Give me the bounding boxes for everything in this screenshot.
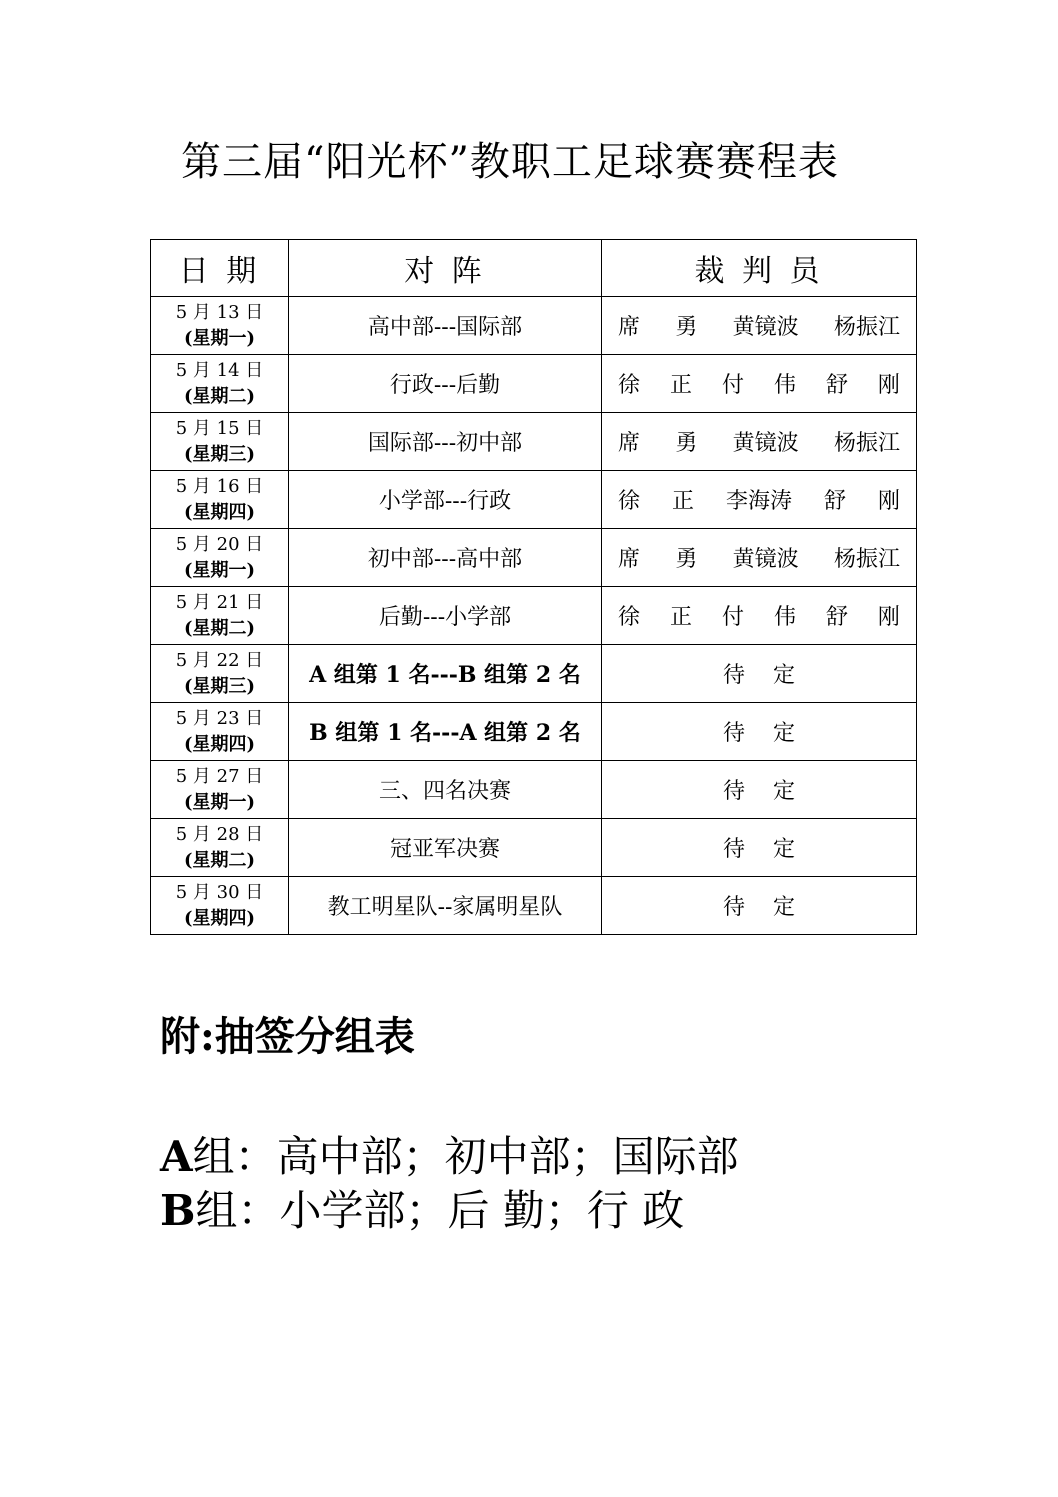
referee-name: 正 [671, 489, 694, 514]
table-row [151, 297, 917, 355]
referee-name: 席 [618, 547, 641, 572]
date-cell [151, 819, 289, 877]
date-cell [151, 471, 289, 529]
referee-name: 黄镜波 [732, 315, 799, 340]
weekday-text: (星期四) [183, 907, 256, 929]
group-list [160, 1130, 739, 1238]
referee-name: 伟 [773, 605, 796, 630]
date-text: 5 月 28 日 [175, 823, 264, 845]
referee-name: 刚 [877, 605, 900, 630]
date-text: 5 月 20 日 [175, 533, 264, 555]
referee-name: 待 [722, 663, 745, 688]
referee-cell [602, 877, 917, 935]
referee-name: 勇 [675, 315, 698, 340]
weekday-text: (星期三) [183, 443, 256, 465]
date-cell [151, 877, 289, 935]
referee-name: 定 [773, 779, 796, 804]
referee-name: 待 [722, 779, 745, 804]
referee-name: 刚 [877, 489, 900, 514]
referee-name: 徐 [618, 489, 641, 514]
referee-cell [602, 819, 917, 877]
table-row [151, 355, 917, 413]
match-cell: 国际部---初中部 [289, 413, 602, 471]
date-cell [151, 297, 289, 355]
referee-cell [602, 355, 917, 413]
page-title: 第三届“阳光杯”教职工足球赛赛程表 [181, 139, 839, 185]
date-text: 5 月 14 日 [175, 359, 264, 381]
weekday-text: (星期二) [183, 849, 256, 871]
table-row [151, 819, 917, 877]
referee-cell [602, 413, 917, 471]
referee-name: 正 [669, 373, 692, 398]
match-cell: 三、四名决赛 [289, 761, 602, 819]
date-text: 5 月 16 日 [175, 475, 264, 497]
referee-name: 付 [721, 373, 744, 398]
date-text: 5 月 23 日 [175, 707, 264, 729]
referee-name: 勇 [675, 547, 698, 572]
referee-name: 席 [618, 431, 641, 456]
referee-name: 定 [773, 895, 796, 920]
referee-name: 伟 [773, 373, 796, 398]
group-letter: B [160, 1186, 196, 1235]
date-cell [151, 645, 289, 703]
header-referees: 裁 判 员 [602, 240, 917, 297]
referee-cell [602, 761, 917, 819]
referee-name: 待 [722, 837, 745, 862]
date-cell [151, 761, 289, 819]
referee-name: 刚 [877, 373, 900, 398]
date-cell [151, 529, 289, 587]
referee-name: 定 [773, 663, 796, 688]
referee-cell [602, 471, 917, 529]
date-text: 5 月 15 日 [175, 417, 264, 439]
match-cell: 冠亚军决赛 [289, 819, 602, 877]
referee-name: 杨振江 [833, 315, 900, 340]
referee-name: 正 [669, 605, 692, 630]
match-cell: 后勤---小学部 [289, 587, 602, 645]
weekday-text: (星期一) [183, 791, 256, 813]
group-members: 组：高中部；初中部；国际部 [192, 1132, 739, 1181]
date-cell [151, 703, 289, 761]
table-row [151, 645, 917, 703]
group-members: 组：小学部；后 勤；行 政 [195, 1186, 685, 1235]
date-cell [151, 587, 289, 645]
referee-name: 定 [773, 837, 796, 862]
table-header-row [151, 240, 917, 297]
weekday-text: (星期二) [183, 617, 256, 639]
date-text: 5 月 22 日 [175, 649, 264, 671]
weekday-text: (星期四) [183, 733, 256, 755]
referee-name: 定 [773, 721, 796, 746]
date-text: 5 月 27 日 [175, 765, 264, 787]
referee-name: 李海涛 [725, 489, 792, 514]
match-cell: 高中部---国际部 [289, 297, 602, 355]
date-text: 5 月 13 日 [175, 301, 264, 323]
referee-cell [602, 529, 917, 587]
referee-name: 杨振江 [833, 547, 900, 572]
weekday-text: (星期一) [183, 559, 256, 581]
schedule-table [150, 239, 917, 935]
referee-name: 舒 [825, 373, 848, 398]
table-row [151, 529, 917, 587]
weekday-text: (星期三) [183, 675, 256, 697]
weekday-text: (星期一) [183, 327, 256, 349]
date-text: 5 月 30 日 [175, 881, 264, 903]
referee-cell [602, 297, 917, 355]
referee-name: 待 [722, 721, 745, 746]
group-a [160, 1130, 739, 1184]
referee-name: 徐 [618, 373, 641, 398]
referee-cell [602, 587, 917, 645]
referee-name: 待 [722, 895, 745, 920]
table-row [151, 413, 917, 471]
table-row [151, 703, 917, 761]
match-cell: 小学部---行政 [289, 471, 602, 529]
schedule-body [151, 297, 917, 935]
referee-name: 黄镜波 [732, 431, 799, 456]
table-row [151, 877, 917, 935]
referee-name: 付 [721, 605, 744, 630]
header-match: 对 阵 [289, 240, 602, 297]
referee-name: 勇 [675, 431, 698, 456]
table-row [151, 761, 917, 819]
referee-name: 黄镜波 [732, 547, 799, 572]
group-letter: A [160, 1132, 193, 1181]
match-cell: A 组第 1 名---B 组第 2 名 [289, 645, 602, 703]
match-cell: 初中部---高中部 [289, 529, 602, 587]
match-cell: 行政---后勤 [289, 355, 602, 413]
table-row [151, 471, 917, 529]
header-date: 日 期 [151, 240, 289, 297]
referee-name: 舒 [823, 489, 846, 514]
referee-cell [602, 703, 917, 761]
weekday-text: (星期二) [183, 385, 256, 407]
weekday-text: (星期四) [183, 501, 256, 523]
referee-name: 席 [618, 315, 641, 340]
referee-name: 徐 [618, 605, 641, 630]
group-b [160, 1184, 739, 1238]
referee-name: 杨振江 [833, 431, 900, 456]
date-cell [151, 355, 289, 413]
date-cell [151, 413, 289, 471]
match-cell: 教工明星队--家属明星队 [289, 877, 602, 935]
referee-cell [602, 645, 917, 703]
table-row [151, 587, 917, 645]
match-cell: B 组第 1 名---A 组第 2 名 [289, 703, 602, 761]
referee-name: 舒 [825, 605, 848, 630]
appendix-title: 附:抽签分组表 [160, 1013, 415, 1060]
date-text: 5 月 21 日 [175, 591, 264, 613]
